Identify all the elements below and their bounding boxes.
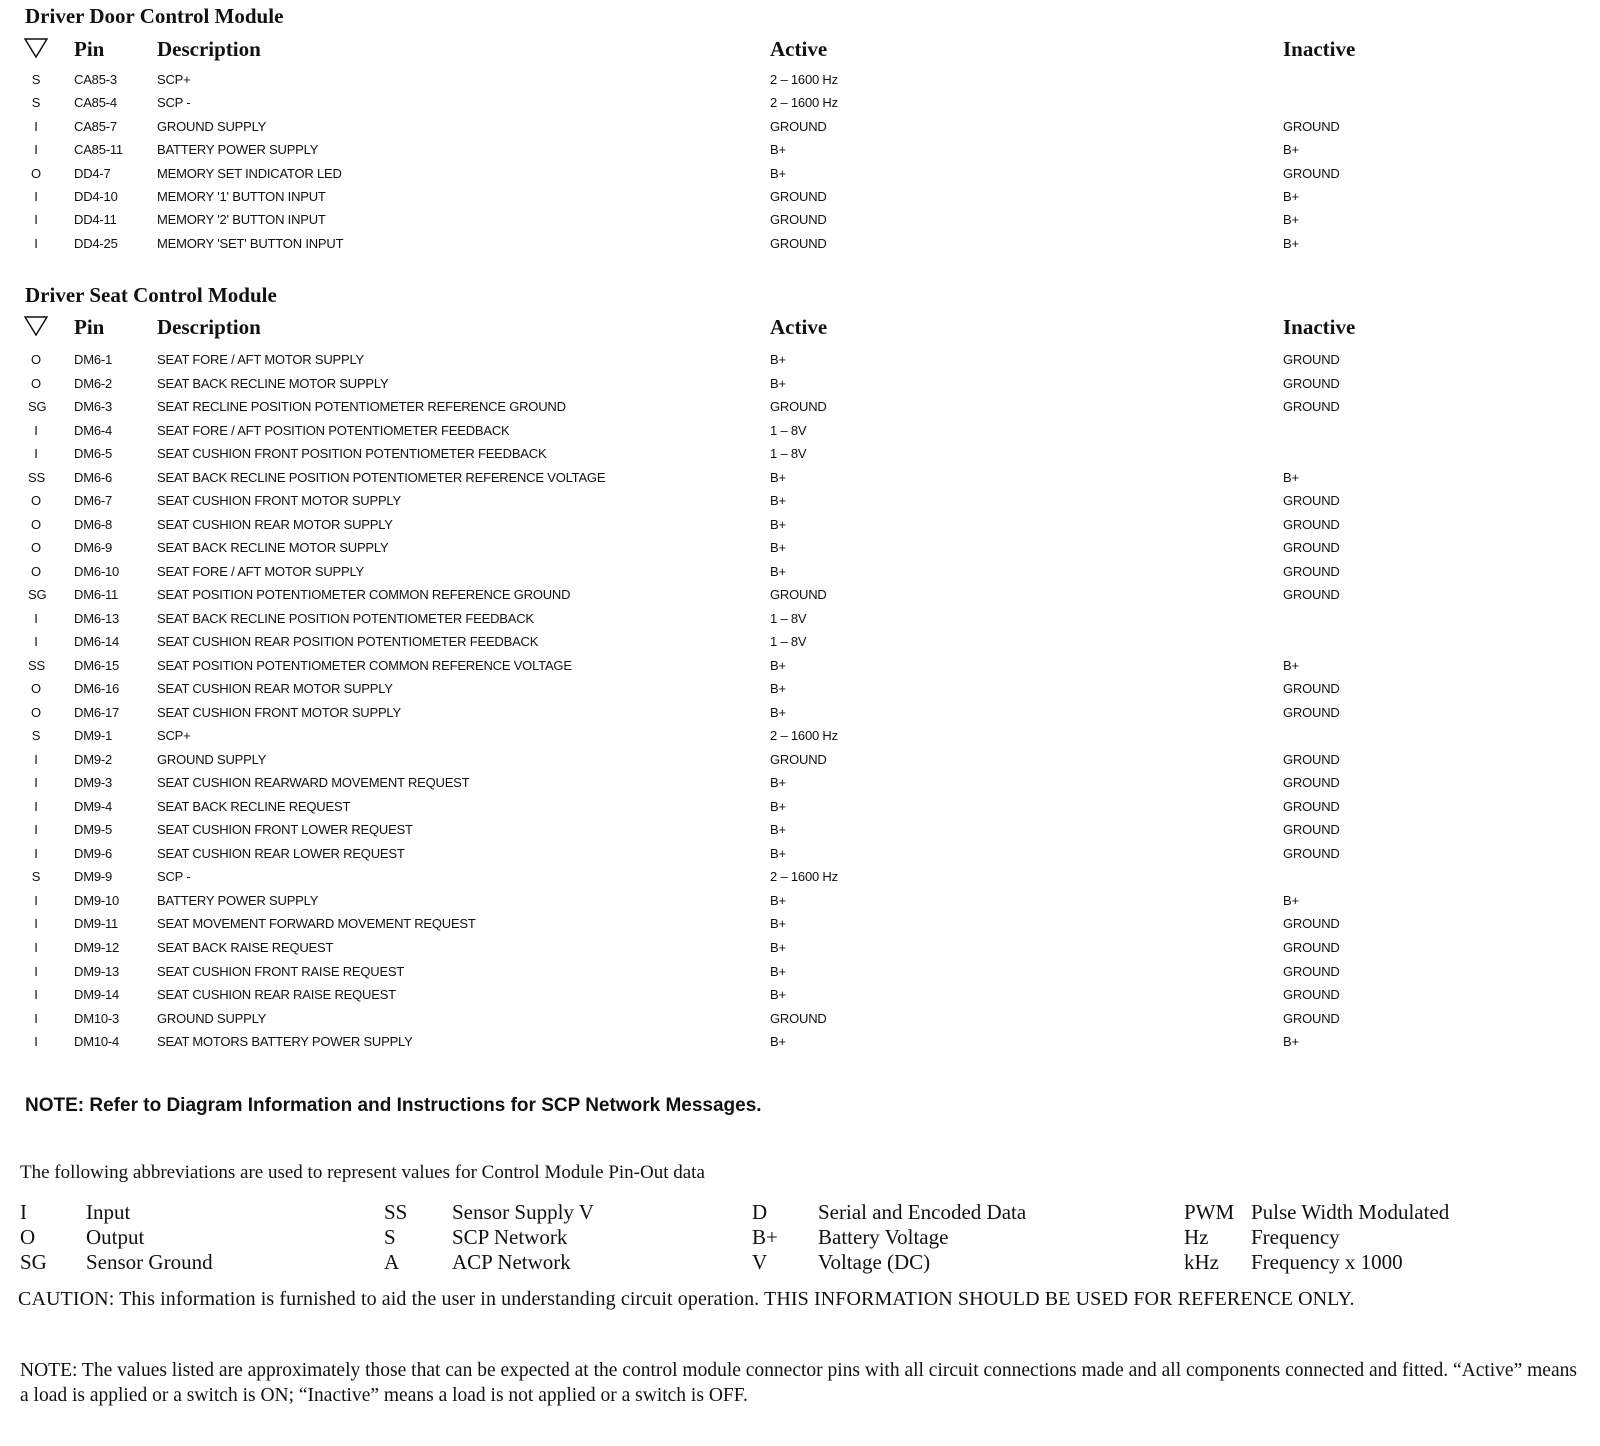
active-value: B+ — [770, 516, 786, 532]
abbreviation-meaning: SCP Network — [452, 1225, 568, 1249]
pin-description: SEAT CUSHION REAR RAISE REQUEST — [157, 987, 396, 1003]
table-row — [0, 869, 1600, 891]
pin-description: SEAT CUSHION FRONT LOWER REQUEST — [157, 822, 413, 838]
signal-type: I — [34, 189, 38, 204]
table-row — [0, 564, 1600, 586]
table-row — [0, 846, 1600, 868]
active-value: B+ — [770, 1034, 786, 1050]
pin-id: CA85-4 — [74, 95, 117, 111]
signal-type: I — [34, 446, 38, 462]
pin-id: DM9-12 — [74, 940, 120, 955]
triangle-symbol-icon — [24, 38, 48, 58]
pin-id: CA85-7 — [74, 118, 117, 134]
door-header-inactive: Inactive — [1283, 37, 1356, 61]
active-value: GROUND — [770, 212, 827, 228]
table-row — [0, 752, 1600, 774]
abbreviation-meaning: Input — [86, 1200, 131, 1224]
pin-description: BATTERY POWER SUPPLY — [157, 892, 319, 908]
signal-type: O — [31, 375, 41, 391]
signal-type: I — [34, 422, 38, 438]
signal-type: I — [34, 892, 38, 908]
abbreviation-code: SG — [20, 1250, 47, 1274]
active-value: 1 – 8V — [770, 446, 807, 462]
pin-id: DM6-9 — [74, 540, 113, 556]
signal-type: I — [34, 235, 38, 251]
abbreviation-code: B+ — [752, 1225, 778, 1249]
pin-description: SEAT BACK RECLINE POSITION POTENTIOMETER FEEDBACK — [157, 610, 534, 626]
pin-description: SEAT CUSHION REAR POSITION POTENTIOMETER FEEDBACK — [157, 634, 539, 650]
inactive-value: GROUND — [1283, 775, 1340, 791]
active-value: B+ — [770, 563, 786, 579]
pin-id: CA85-3 — [74, 72, 117, 87]
inactive-value: GROUND — [1283, 916, 1340, 932]
signal-type: O — [31, 540, 41, 556]
table-row — [0, 1034, 1600, 1056]
inactive-value: GROUND — [1283, 118, 1340, 134]
table-row — [0, 964, 1600, 986]
signal-type: I — [34, 987, 38, 1003]
abbreviation-code: V — [752, 1250, 768, 1274]
pin-description: SEAT FORE / AFT POSITION POTENTIOMETER FEEDBACK — [157, 422, 510, 438]
abbreviation-meaning: Frequency — [1251, 1225, 1340, 1249]
table-row — [0, 189, 1600, 211]
table-row — [0, 540, 1600, 562]
pin-id: DD4-25 — [74, 235, 118, 251]
active-value: B+ — [770, 375, 786, 391]
active-value: B+ — [770, 681, 786, 697]
abbreviation-code: S — [384, 1225, 396, 1249]
active-value: B+ — [770, 916, 786, 932]
inactive-value: GROUND — [1283, 375, 1340, 391]
signal-type: I — [34, 845, 38, 861]
table-row — [0, 95, 1600, 117]
table-row — [0, 916, 1600, 938]
inactive-value: GROUND — [1283, 704, 1340, 720]
pin-description: SEAT CUSHION REARWARD MOVEMENT REQUEST — [157, 775, 470, 791]
active-value: B+ — [770, 963, 786, 979]
pin-id: DM6-2 — [74, 375, 113, 391]
active-value: B+ — [770, 165, 786, 181]
seat-header-active: Active — [770, 315, 828, 339]
caution-text: CAUTION: This information is furnished to aid the user in understanding circuit operation. THIS INFORMATION SHOULD BE USED FOR REFERENCE ONLY. — [18, 1288, 1355, 1310]
table-row — [0, 987, 1600, 1009]
table-row — [0, 166, 1600, 188]
signal-type: SG — [28, 399, 47, 415]
abbreviation-meaning: Sensor Ground — [86, 1250, 213, 1274]
inactive-value: GROUND — [1283, 165, 1340, 181]
pin-id: DM6-10 — [74, 563, 120, 579]
pin-description: SCP - — [157, 869, 191, 885]
table-row — [0, 376, 1600, 398]
pin-description: SEAT BACK RAISE REQUEST — [157, 940, 334, 955]
pin-id: DM10-4 — [74, 1034, 120, 1050]
table-row — [0, 728, 1600, 750]
inactive-value: GROUND — [1283, 516, 1340, 532]
pin-description: SCP+ — [157, 72, 191, 87]
inactive-value: B+ — [1283, 189, 1299, 204]
pin-id: DM9-14 — [74, 987, 120, 1003]
abbreviations-intro: The following abbreviations are used to represent values for Control Module Pin-Out data — [20, 1162, 705, 1183]
inactive-value: B+ — [1283, 892, 1299, 908]
active-value: B+ — [770, 493, 786, 509]
inactive-value: B+ — [1283, 212, 1299, 228]
pin-description: GROUND SUPPLY — [157, 1010, 267, 1026]
active-value: B+ — [770, 657, 786, 673]
signal-type: I — [34, 940, 38, 955]
active-value: B+ — [770, 352, 786, 367]
abbreviation-code: Hz — [1184, 1225, 1209, 1249]
pin-description: SEAT BACK RECLINE MOTOR SUPPLY — [157, 540, 389, 556]
signal-type: O — [31, 352, 41, 367]
table-row — [0, 681, 1600, 703]
pin-id: DM6-13 — [74, 610, 120, 626]
pin-id: DM9-10 — [74, 892, 120, 908]
active-value: GROUND — [770, 1010, 827, 1026]
pin-description: SEAT CUSHION FRONT POSITION POTENTIOMETER FEEDBACK — [157, 446, 547, 462]
signal-type: I — [34, 118, 38, 134]
abbreviation-code: A — [384, 1250, 400, 1274]
table-row — [0, 822, 1600, 844]
pin-description: SEAT CUSHION REAR MOTOR SUPPLY — [157, 681, 393, 697]
values-note: NOTE: The values listed are approximately those that can be expected at the control module connector pins with all circuit connections made and all components connected and fitted. “Active” means a load is applied or a switch is ON; “Inactive” means a load is not applied or a switch is OFF. — [20, 1360, 1577, 1406]
abbreviation-code: O — [20, 1225, 36, 1249]
pin-description: SEAT POSITION POTENTIOMETER COMMON REFERENCE GROUND — [157, 587, 571, 603]
pin-id: DM9-11 — [74, 916, 119, 932]
pin-description: SEAT CUSHION FRONT MOTOR SUPPLY — [157, 493, 401, 509]
pin-description: SEAT FORE / AFT MOTOR SUPPLY — [157, 563, 365, 579]
active-value: GROUND — [770, 751, 827, 767]
active-value: B+ — [770, 940, 786, 955]
table-row — [0, 775, 1600, 797]
signal-type: O — [31, 165, 41, 181]
pin-id: DM9-1 — [74, 728, 113, 744]
signal-type: S — [31, 869, 41, 885]
abbreviation-meaning: Sensor Supply V — [452, 1200, 594, 1224]
pin-id: DM6-5 — [74, 446, 113, 462]
pin-description: SEAT POSITION POTENTIOMETER COMMON REFERENCE VOLTAGE — [157, 657, 572, 673]
pin-id: DM9-2 — [74, 751, 113, 767]
active-value: B+ — [770, 704, 786, 720]
door-module-title: Driver Door Control Module — [25, 4, 284, 28]
pin-description: SEAT BACK RECLINE REQUEST — [157, 798, 351, 814]
inactive-value: GROUND — [1283, 399, 1340, 415]
table-row — [0, 399, 1600, 421]
door-header-pin: Pin — [74, 37, 105, 61]
active-value: B+ — [770, 469, 786, 485]
pin-id: DM6-4 — [74, 422, 113, 438]
table-row — [0, 423, 1600, 445]
inactive-value: GROUND — [1283, 822, 1340, 838]
pin-id: DM9-5 — [74, 822, 113, 838]
pin-id: DM6-8 — [74, 516, 113, 532]
pin-id: DM6-16 — [74, 681, 120, 697]
abbreviation-code: I — [20, 1200, 27, 1224]
inactive-value: B+ — [1283, 1034, 1299, 1050]
signal-type: O — [31, 516, 41, 532]
pin-description: SCP+ — [157, 728, 191, 744]
pin-id: DM6-7 — [74, 493, 113, 509]
pin-id: DM6-11 — [74, 587, 119, 603]
abbreviation-code: D — [752, 1200, 768, 1224]
active-value: 2 – 1600 Hz — [770, 72, 838, 87]
active-value: B+ — [770, 822, 786, 838]
signal-type: O — [31, 493, 41, 509]
pin-description: SEAT RECLINE POSITION POTENTIOMETER REFERENCE GROUND — [157, 399, 566, 415]
pin-description: SEAT MOTORS BATTERY POWER SUPPLY — [157, 1034, 413, 1050]
scp-note: NOTE: Refer to Diagram Information and Instructions for SCP Network Messages. — [25, 1095, 762, 1116]
signal-type: SS — [28, 469, 45, 485]
signal-type: O — [31, 704, 41, 720]
pin-id: DM6-6 — [74, 469, 113, 485]
abbreviation-meaning: Battery Voltage — [818, 1225, 949, 1249]
seat-header-pin: Pin — [74, 315, 105, 339]
signal-type: SG — [28, 587, 47, 603]
inactive-value: B+ — [1283, 235, 1299, 251]
active-value: GROUND — [770, 399, 827, 415]
pin-id: DM10-3 — [74, 1010, 120, 1026]
active-value: GROUND — [770, 118, 827, 134]
table-row — [0, 587, 1600, 609]
signal-type: I — [34, 916, 38, 932]
pin-description: SEAT CUSHION REAR MOTOR SUPPLY — [157, 516, 393, 532]
abbreviation-meaning: Frequency x 1000 — [1251, 1250, 1403, 1274]
table-row — [0, 705, 1600, 727]
table-row — [0, 236, 1600, 258]
active-value: 2 – 1600 Hz — [770, 728, 838, 744]
signal-type: I — [34, 963, 38, 979]
pin-id: DM6-15 — [74, 657, 120, 673]
abbreviation-meaning: Output — [86, 1225, 145, 1249]
pin-id: DD4-7 — [74, 165, 111, 181]
signal-type: I — [34, 822, 38, 838]
pin-id: DM9-4 — [74, 798, 113, 814]
table-row — [0, 142, 1600, 164]
active-value: 1 – 8V — [770, 634, 807, 650]
pin-description: SEAT CUSHION REAR LOWER REQUEST — [157, 845, 405, 861]
signal-type: I — [34, 1034, 38, 1050]
inactive-value: GROUND — [1283, 940, 1340, 955]
abbreviation-code: kHz — [1184, 1250, 1219, 1274]
table-row — [0, 893, 1600, 915]
active-value: B+ — [770, 142, 786, 158]
door-header-active: Active — [770, 37, 828, 61]
table-row — [0, 212, 1600, 234]
active-value: B+ — [770, 845, 786, 861]
active-value: B+ — [770, 892, 786, 908]
active-value: GROUND — [770, 587, 827, 603]
pin-id: DM6-17 — [74, 704, 120, 720]
pin-id: DD4-10 — [74, 189, 118, 204]
table-row — [0, 517, 1600, 539]
active-value: GROUND — [770, 235, 827, 251]
inactive-value: GROUND — [1283, 987, 1340, 1003]
abbreviation-code: SS — [384, 1200, 408, 1224]
active-value: GROUND — [770, 189, 827, 204]
signal-type: O — [31, 681, 41, 697]
active-value: 1 – 8V — [770, 422, 807, 438]
inactive-value: GROUND — [1283, 540, 1340, 556]
active-value: 1 – 8V — [770, 610, 807, 626]
pin-description: SEAT CUSHION FRONT MOTOR SUPPLY — [157, 704, 401, 720]
table-row — [0, 72, 1600, 94]
pin-description: GROUND SUPPLY — [157, 751, 267, 767]
pin-id: CA85-11 — [74, 142, 123, 158]
inactive-value: GROUND — [1283, 587, 1340, 603]
pin-id: DM6-3 — [74, 399, 113, 415]
inactive-value: GROUND — [1283, 963, 1340, 979]
table-row — [0, 119, 1600, 141]
inactive-value: GROUND — [1283, 563, 1340, 579]
inactive-value: GROUND — [1283, 1010, 1340, 1026]
table-row — [0, 634, 1600, 656]
pin-description: SEAT BACK RECLINE MOTOR SUPPLY — [157, 375, 389, 391]
inactive-value: GROUND — [1283, 681, 1340, 697]
abbreviation-meaning: ACP Network — [452, 1250, 571, 1274]
signal-type: I — [34, 1010, 38, 1026]
seat-header-description: Description — [157, 315, 261, 339]
active-value: 2 – 1600 Hz — [770, 869, 838, 885]
signal-type: I — [34, 798, 38, 814]
signal-type: I — [34, 610, 38, 626]
pin-id: DM6-14 — [74, 634, 120, 650]
table-row — [0, 658, 1600, 680]
seat-header-inactive: Inactive — [1283, 315, 1356, 339]
inactive-value: B+ — [1283, 142, 1299, 158]
pin-description: SEAT BACK RECLINE POSITION POTENTIOMETER REFERENCE VOLTAGE — [157, 469, 606, 485]
inactive-value: B+ — [1283, 469, 1299, 485]
signal-type: S — [31, 95, 41, 111]
signal-type: I — [34, 751, 38, 767]
signal-type: I — [34, 212, 38, 228]
pin-id: DM9-9 — [74, 869, 113, 885]
door-header-description: Description — [157, 37, 261, 61]
pin-description: MEMORY '1' BUTTON INPUT — [157, 189, 326, 204]
pin-description: BATTERY POWER SUPPLY — [157, 142, 319, 158]
pin-id: DD4-11 — [74, 212, 117, 228]
abbreviation-code: PWM — [1184, 1200, 1235, 1224]
table-row — [0, 352, 1600, 374]
triangle-symbol-icon — [24, 316, 48, 336]
pin-description: MEMORY '2' BUTTON INPUT — [157, 212, 326, 228]
inactive-value: GROUND — [1283, 798, 1340, 814]
pin-description: MEMORY 'SET' BUTTON INPUT — [157, 235, 344, 251]
pin-description: SEAT CUSHION FRONT RAISE REQUEST — [157, 963, 405, 979]
signal-type: I — [34, 142, 38, 158]
pin-description: MEMORY SET INDICATOR LED — [157, 165, 342, 181]
active-value: 2 – 1600 Hz — [770, 95, 838, 111]
abbreviation-meaning: Pulse Width Modulated — [1251, 1200, 1450, 1224]
table-row — [0, 799, 1600, 821]
pin-description: SEAT FORE / AFT MOTOR SUPPLY — [157, 352, 365, 367]
abbreviation-meaning: Voltage (DC) — [818, 1250, 931, 1274]
inactive-value: GROUND — [1283, 751, 1340, 767]
pin-id: DM9-13 — [74, 963, 120, 979]
signal-type: S — [31, 72, 41, 87]
signal-type: SS — [28, 657, 45, 673]
seat-module-title: Driver Seat Control Module — [25, 283, 277, 307]
pin-id: DM6-1 — [74, 352, 113, 367]
inactive-value: B+ — [1283, 657, 1299, 673]
table-row — [0, 493, 1600, 515]
pin-description: SCP - — [157, 95, 191, 111]
pin-description: SEAT MOVEMENT FORWARD MOVEMENT REQUEST — [157, 916, 476, 932]
inactive-value: GROUND — [1283, 493, 1340, 509]
table-row — [0, 446, 1600, 468]
active-value: B+ — [770, 775, 786, 791]
table-row — [0, 611, 1600, 633]
table-row — [0, 940, 1600, 962]
signal-type: I — [34, 634, 38, 650]
active-value: B+ — [770, 987, 786, 1003]
pin-id: DM9-6 — [74, 845, 113, 861]
signal-type: I — [34, 775, 38, 791]
pin-id: DM9-3 — [74, 775, 113, 791]
table-row — [0, 1011, 1600, 1033]
active-value: B+ — [770, 798, 786, 814]
inactive-value: GROUND — [1283, 845, 1340, 861]
signal-type: O — [31, 563, 41, 579]
signal-type: S — [31, 728, 41, 744]
abbreviation-meaning: Serial and Encoded Data — [818, 1200, 1027, 1224]
pin-description: GROUND SUPPLY — [157, 118, 267, 134]
inactive-value: GROUND — [1283, 352, 1340, 367]
table-row — [0, 470, 1600, 492]
active-value: B+ — [770, 540, 786, 556]
